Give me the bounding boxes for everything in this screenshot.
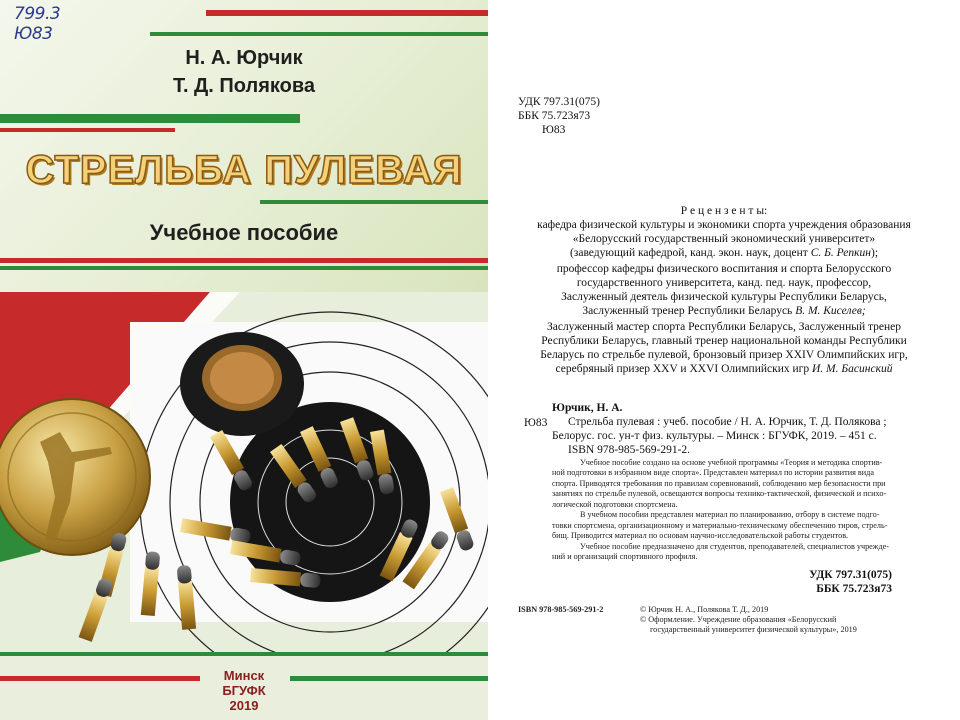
reviewer-name: С. Б. Репкин <box>810 247 871 259</box>
copyright-line: © Юрчик Н. А., Полякова Т. Д., 2019 <box>640 605 769 614</box>
cover-author: Н. А. Юрчик <box>185 47 303 69</box>
copyright-line: государственный университет физической культуры», 2019 <box>650 625 857 634</box>
imprint-year: 2019 <box>229 698 259 713</box>
reviewer-name: В. М. Киселев; <box>795 305 866 317</box>
cover-stripe-green <box>150 32 488 36</box>
annotation-line: Учебное пособие предназначено для студентов, преподавателей, специалистов учрежде- <box>580 542 889 551</box>
cover-stripe-red <box>0 128 175 132</box>
reviewer-name: И. М. Басинский <box>812 363 893 375</box>
reviewer-line: Заслуженный мастер спорта Республики Беларусь, Заслуженный тренер <box>546 321 902 333</box>
cover-stripe-green <box>0 114 300 123</box>
imprint-publisher: БГУФК <box>222 683 266 698</box>
annotation-line: занятиях по стрельбе пулевой, освещаются вопросы технико-тактической, физической и психо- <box>552 489 887 498</box>
reviewer-text: серебряный призер XXV и XXVI Олимпийских игр <box>555 363 812 375</box>
catalog-entry-line: Стрельба пулевая : учеб. пособие / Н. А. Юрчик, Т. Д. Полякова ; <box>568 416 887 428</box>
copyright-line: © Оформление. Учреждение образования «Белорусский <box>640 615 837 624</box>
imprint-city: Минск <box>223 668 265 683</box>
cover-stripe-green <box>260 200 488 204</box>
cover-title: СТРЕЛЬБА ПУЛЕВАЯ <box>25 148 463 192</box>
cover-stripe-green <box>0 266 488 270</box>
library-handwritten-note <box>14 4 60 44</box>
annotation-line: Учебное пособие создано на основе учебной программы «Теория и методика спортив- <box>580 458 883 467</box>
annotation-line: бищ. Приводится материал по основам научно-исследовательской работы студентов. <box>552 531 849 540</box>
annotation-line: ний и организаций спортивного профиля. <box>552 552 698 561</box>
title-verso-page <box>488 0 960 720</box>
reviewer-line: «Белорусский государственный экономический университет» <box>572 233 876 245</box>
reviewer-line: Беларусь по стрельбе пулевой, бронзовый призер XXIV Олимпийских игр, <box>540 349 908 361</box>
cover-stripe-red <box>206 10 488 16</box>
handwritten-line: 799.3 <box>14 4 61 24</box>
annotation-line: В учебном пособии представлен материал по планированию, отбору в системе подго- <box>580 510 880 519</box>
reviewers-heading: Р е ц е н з е н т ы: <box>680 205 768 217</box>
bbk-code-bold: ББК 75.723я73 <box>816 583 892 595</box>
annotation-line: спорта. Приводятся требования по правилам соревнований, соблюдению мер безопасности при <box>552 479 886 488</box>
cover-author: Т. Д. Полякова <box>172 75 316 97</box>
reviewer-line: Республики Беларусь, главный тренер национальной команды Республики <box>541 335 907 347</box>
reviewer-text: ); <box>870 247 879 259</box>
reviewer-line <box>488 304 960 318</box>
reviewer-line: кафедра физической культуры и экономики спорта учреждения образования <box>537 219 911 231</box>
author-mark: Ю83 <box>542 124 566 136</box>
reviewer-line <box>488 362 960 376</box>
bbk-code: ББК 75.723я73 <box>518 110 591 122</box>
gold-medal <box>0 399 150 555</box>
catalog-entry-line: Белорус. гос. ун-т физ. культуры. – Минск : БГУФК, 2019. – 451 с. <box>552 430 877 442</box>
cover-subtitle: Учебное пособие <box>149 220 339 245</box>
reviewer-line <box>488 246 960 260</box>
annotation-line: товки спортсмена, организационному и материально-техническому обеспечению тиров, стрель- <box>552 521 888 530</box>
lens-cap <box>180 332 304 436</box>
isbn-number: ISBN 978-985-569-291-2 <box>518 605 604 614</box>
cover-stripe-green <box>0 652 488 656</box>
cover-stripe-red <box>0 258 488 263</box>
catalog-mark: Ю83 <box>524 417 548 429</box>
reviewer-line: профессор кафедры физического воспитания и спорта Белорусского <box>556 263 892 275</box>
handwritten-line: Ю83 <box>14 24 53 44</box>
udk-code: УДК 797.31(075) <box>518 96 600 108</box>
reviewer-text: (заведующий кафедрой, канд. экон. наук, доцент <box>569 247 811 259</box>
catalog-author: Юрчик, Н. А. <box>552 402 623 414</box>
catalog-isbn: ISBN 978-985-569-291-2. <box>568 444 691 456</box>
annotation-line: логической подготовки спортсмена. <box>552 500 678 509</box>
cover-imprint <box>0 668 488 713</box>
udk-code-bold: УДК 797.31(075) <box>809 569 892 581</box>
reviewer-line: Заслуженный деятель физической культуры Республики Беларусь, <box>561 291 887 303</box>
reviewer-line: государственного университета, канд. пед. наук, профессор, <box>576 277 872 289</box>
annotation-line: ной подготовки в избранном виде спорта». Представлен материал по истории развития вида <box>552 468 874 477</box>
reviewer-text: Заслуженный тренер Республики Беларусь <box>582 305 796 317</box>
cover-illustration <box>0 292 488 654</box>
